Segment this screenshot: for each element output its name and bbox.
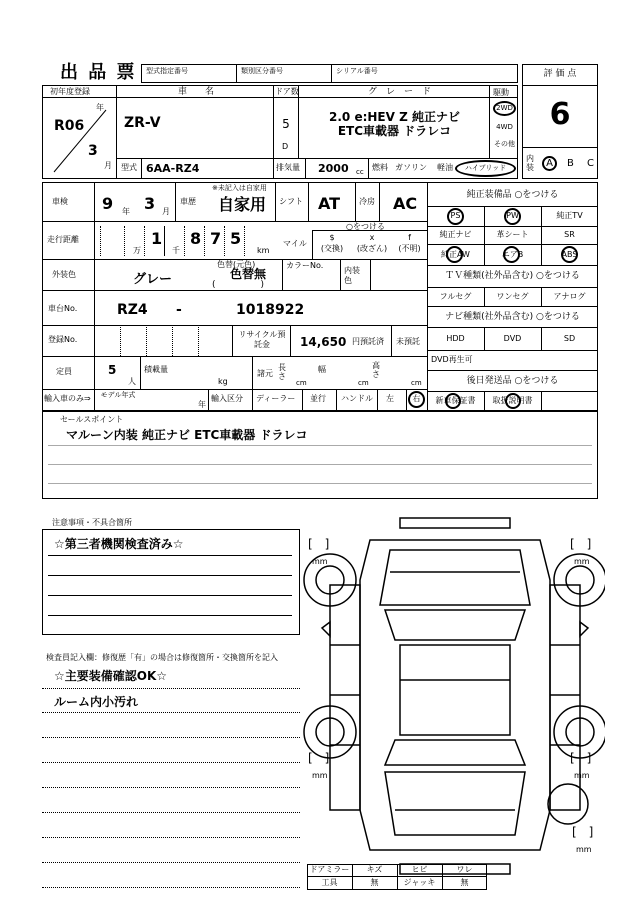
mileage-label: 走行距離 bbox=[47, 235, 79, 244]
fuel-hybrid: ハイブリッド bbox=[464, 164, 507, 172]
car-damage-diagram bbox=[300, 510, 605, 880]
recycle-unpaid: 未預託 bbox=[396, 337, 420, 346]
year-unit: 年 bbox=[96, 103, 104, 112]
handle-label: ハンドル bbox=[341, 394, 373, 403]
frame-prefix: RZ4 bbox=[117, 302, 148, 318]
later-shipment-label: 後日発送品 ○をつける bbox=[466, 376, 559, 386]
later-warranty: 新車保証書 bbox=[435, 396, 476, 405]
equip-pw: PW bbox=[506, 211, 519, 220]
drive-other: その他 bbox=[494, 140, 515, 148]
interior-grade-label: 内装 bbox=[526, 154, 534, 172]
load-unit: kg bbox=[218, 377, 228, 386]
legend-h2: キズ bbox=[366, 865, 383, 874]
frame-label: 車台No. bbox=[48, 304, 78, 313]
doors-label: ドア数 bbox=[275, 87, 299, 96]
grade-line2: ETC車載器 ドラレコ bbox=[337, 124, 452, 138]
shaken-month-unit: 月 bbox=[162, 207, 170, 216]
drive-4wd: 4WD bbox=[496, 123, 513, 131]
month-unit: 月 bbox=[104, 161, 112, 170]
dvd-playback-label: DVD再生可 bbox=[431, 355, 473, 364]
displacement-unit: cc bbox=[356, 168, 364, 176]
tire-fl-bracket: [ ] bbox=[308, 537, 330, 551]
fuel-gasoline: ガソリン bbox=[395, 163, 427, 172]
spare-bracket: [ ] bbox=[572, 825, 594, 839]
import-label: 輸入車のみ⇒ bbox=[44, 394, 91, 403]
kaizan-mark: x bbox=[369, 233, 375, 242]
serial-label: シリアル番号 bbox=[336, 67, 378, 75]
spare-unit: mm bbox=[576, 845, 592, 854]
navi-hdd: HDD bbox=[446, 334, 465, 343]
tv-fullseg: フルセグ bbox=[439, 292, 472, 301]
grade-label: グ レ ー ド bbox=[368, 87, 432, 97]
capacity-unit: 人 bbox=[128, 377, 136, 386]
shift-label: シフト bbox=[279, 197, 303, 206]
mileage-digit-2: 8 bbox=[190, 229, 202, 248]
import-dealer: ディーラー bbox=[256, 394, 296, 403]
model-label: 型式 bbox=[121, 163, 137, 172]
tire-rl-unit: mm bbox=[312, 771, 328, 780]
equip-aw: 純正AW bbox=[441, 250, 470, 259]
fumei-mark: f bbox=[408, 233, 411, 242]
displacement-value: 2000 bbox=[318, 162, 349, 175]
tv-oneseg: ワンセグ bbox=[496, 292, 529, 301]
color-label: 外装色 bbox=[52, 270, 76, 279]
history-value: 自家用 bbox=[218, 195, 267, 214]
legend-h3: ヒビ bbox=[411, 865, 428, 874]
equip-airbag: エアB bbox=[501, 250, 524, 259]
recycle-paid: 円預託済 bbox=[352, 337, 384, 346]
tv-analog: アナログ bbox=[553, 292, 586, 301]
sen-unit: 千 bbox=[172, 246, 180, 255]
fuel-diesel: 軽油 bbox=[437, 163, 453, 172]
score-label: 評 価 点 bbox=[543, 69, 577, 79]
first-reg-year: R06 bbox=[54, 118, 85, 134]
handle-right: 右 bbox=[412, 394, 421, 403]
door-count: 5 bbox=[282, 117, 290, 131]
header-id-box bbox=[141, 64, 518, 83]
width-label: 幅 bbox=[318, 365, 326, 374]
fumei-label: (不明) bbox=[398, 244, 421, 253]
inspector-line-1: ☆主要装備確認OK☆ bbox=[54, 669, 168, 683]
caution-text: ☆第三者機関検査済み☆ bbox=[54, 537, 184, 551]
import-parallel: 並行 bbox=[310, 394, 326, 403]
car-name: ZR-V bbox=[124, 115, 161, 131]
tire-rr-unit: mm bbox=[574, 771, 590, 780]
import-class-label: 輸入区分 bbox=[211, 394, 243, 403]
interior-grade-a: A bbox=[546, 158, 553, 169]
mileage-digit-3: 7 bbox=[210, 229, 222, 248]
first-reg-month: 3 bbox=[88, 143, 98, 159]
legend-h4: ワレ bbox=[456, 865, 473, 874]
shift-value: AT bbox=[318, 194, 341, 213]
exterior-color: グレー bbox=[133, 272, 173, 287]
legend-v4: 無 bbox=[460, 878, 469, 887]
mileage-digit-1: 1 bbox=[151, 229, 163, 248]
color-no-label: カラーNo. bbox=[286, 261, 324, 270]
history-label: 車歴 bbox=[180, 197, 196, 206]
legend-v2: 無 bbox=[370, 878, 379, 887]
shaken-year-unit: 年 bbox=[122, 207, 130, 216]
legend-v1: 工具 bbox=[321, 878, 338, 887]
equip-navi: 純正ナビ bbox=[439, 230, 472, 239]
dims-label: 諸元 bbox=[257, 369, 273, 378]
sales-point-box bbox=[42, 411, 598, 499]
interior-grade-b: B bbox=[567, 158, 574, 169]
equip-leather: 革シート bbox=[496, 230, 529, 239]
navi-sd: SD bbox=[563, 334, 576, 343]
inspector-label: 検査員記入欄：修復歴「有」の場合は修復箇所・交換箇所を記入 bbox=[46, 653, 278, 662]
tire-fl-unit: mm bbox=[312, 557, 328, 566]
inspector-line-2: ルーム内小汚れ bbox=[54, 695, 139, 709]
length-label: 長さ bbox=[278, 363, 286, 381]
equip-sr: SR bbox=[564, 230, 575, 239]
katashiki-label: 型式指定番号 bbox=[146, 67, 188, 75]
capacity-value: 5 bbox=[108, 363, 117, 377]
form-title: 出 品 票 bbox=[60, 62, 137, 83]
ac-label: 冷房 bbox=[359, 197, 375, 206]
fuel-label: 燃料 bbox=[372, 163, 388, 172]
ruibetsu-label: 類別区分番号 bbox=[241, 67, 283, 75]
car-name-label: 車 名 bbox=[178, 87, 215, 97]
mileage-circle-label: ○をつける bbox=[346, 222, 385, 231]
tv-type-label: ＴＶ種類(社外品含む) ○をつける bbox=[445, 271, 580, 281]
equip-abs: ABS bbox=[561, 250, 578, 259]
navi-dvd: DVD bbox=[503, 334, 522, 343]
mile-label: マイル bbox=[283, 239, 307, 248]
displacement-label: 排気量 bbox=[276, 163, 300, 172]
color-change-value: 色替無 bbox=[230, 267, 267, 281]
length-unit: cm bbox=[296, 379, 307, 387]
tire-rr-bracket: [ ] bbox=[570, 751, 592, 765]
capacity-label: 定員 bbox=[56, 367, 72, 376]
interior-color-label: 内装色 bbox=[344, 266, 360, 285]
mileage-digit-4: 5 bbox=[230, 229, 242, 248]
height-label: 高さ bbox=[372, 361, 380, 379]
recycle-amount: 14,650 bbox=[300, 335, 347, 349]
shaken-label: 車検 bbox=[52, 197, 68, 206]
equip-tv: 純正TV bbox=[556, 211, 583, 220]
evaluation-score: 6 bbox=[549, 97, 571, 132]
width-unit: cm bbox=[358, 379, 369, 387]
reg-label: 登録No. bbox=[48, 335, 78, 344]
drive-2wd: 2WD bbox=[496, 104, 513, 112]
drive-label: 駆動 bbox=[493, 88, 509, 97]
shaken-year: 9 bbox=[102, 194, 114, 213]
exchange-label: (交換) bbox=[320, 244, 344, 253]
sales-point-label: セールスポイント bbox=[60, 415, 124, 424]
navi-type-label: ナビ種類(社外品含む) ○をつける bbox=[445, 312, 580, 322]
color-paren: ( ) bbox=[212, 280, 265, 290]
legend-v3: ジャッキ bbox=[403, 878, 436, 887]
equip-ps: PS bbox=[450, 211, 461, 220]
model-year-unit: 年 bbox=[198, 400, 206, 409]
door-suffix: D bbox=[282, 142, 289, 151]
frame-dash: - bbox=[176, 302, 182, 318]
tire-rl-bracket: [ ] bbox=[308, 751, 330, 765]
model-code: 6AA-RZ4 bbox=[146, 162, 200, 175]
kaizan-label: (改ざん) bbox=[356, 244, 388, 253]
color-change-label: 色替(元色) bbox=[217, 260, 256, 269]
genuine-equipment-label: 純正装備品 ○をつける bbox=[466, 190, 559, 200]
tire-fr-unit: mm bbox=[574, 557, 590, 566]
frame-number: 1018922 bbox=[236, 302, 305, 318]
grade-line1: 2.0 e:HEV Z 純正ナビ bbox=[329, 110, 460, 124]
history-note: ※未記入は自家用 bbox=[212, 184, 267, 192]
ac-value: AC bbox=[393, 194, 418, 213]
height-unit: cm bbox=[411, 379, 422, 387]
later-manual: 取扱説明書 bbox=[492, 396, 533, 405]
first-reg-label: 初年度登録 bbox=[50, 87, 90, 96]
sales-point-text: マルーン内装 純正ナビ ETC車載器 ドラレコ bbox=[66, 428, 308, 442]
tire-fr-bracket: [ ] bbox=[570, 537, 592, 551]
load-label: 積載量 bbox=[144, 365, 168, 374]
handle-left: 左 bbox=[386, 394, 394, 403]
man-unit: 万 bbox=[133, 246, 141, 255]
interior-grade-c: C bbox=[587, 158, 594, 169]
model-year-label: モデル年式 bbox=[100, 391, 136, 399]
caution-label: 注意事項・不具合箇所 bbox=[52, 518, 132, 527]
km-unit: km bbox=[257, 246, 270, 255]
recycle-label: リサイクル預託金 bbox=[238, 330, 286, 349]
exchange-mark: $ bbox=[329, 233, 335, 242]
legend-h1: ドアミラー bbox=[309, 865, 350, 874]
shaken-month: 3 bbox=[144, 194, 156, 213]
mileage-digits bbox=[100, 226, 271, 256]
